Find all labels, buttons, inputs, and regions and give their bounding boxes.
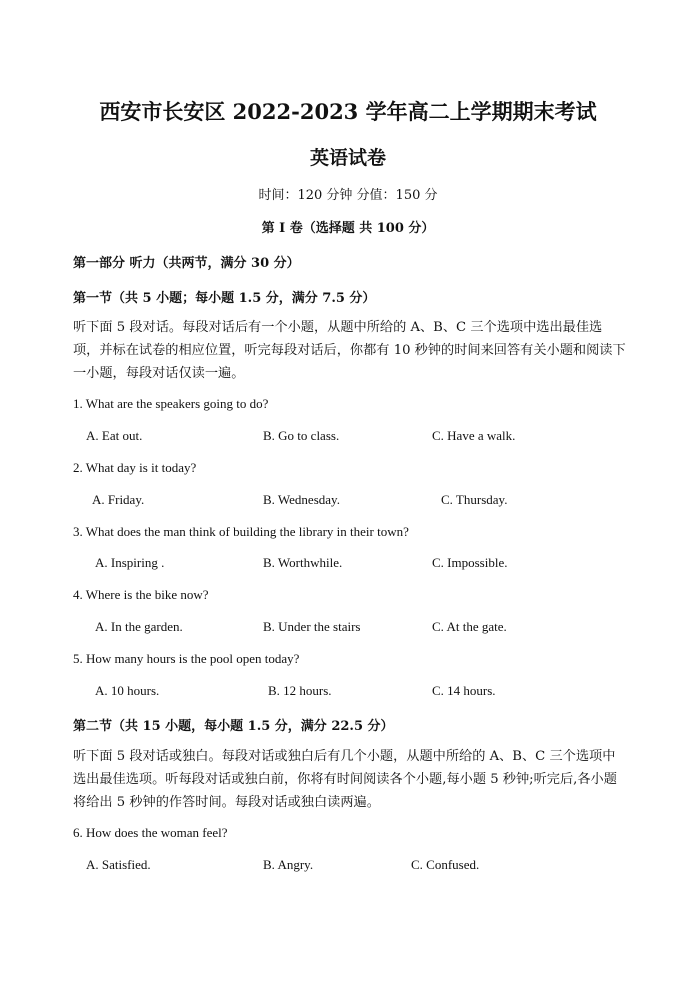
section1-heading: 第一节（共 5 小题；每小题 1.5 分，满分 7.5 分）: [73, 291, 376, 306]
option-a: A. Satisfied.: [86, 857, 151, 872]
part1-heading: 第一部分 听力（共两节，满分 30 分）: [73, 256, 300, 271]
option-c: C. Thursday.: [441, 492, 508, 507]
volume-heading: 第 I 卷（选择题 共 100 分）: [261, 221, 435, 236]
option-c: C. At the gate.: [432, 619, 507, 634]
option-c: C. Confused.: [411, 857, 480, 872]
option-b: B. Go to class.: [263, 428, 340, 443]
option-b: B. Wednesday.: [263, 492, 340, 507]
option-a: A. Eat out.: [86, 428, 143, 443]
section1-instructions: 听下面 5 段对话。每段对话后有一个小题，从题中所给的 A、B、C 三个选项中选出最佳选项，并标在试卷的相应位置，听完每段对话后，你都有 10 秒钟的时间来回答有关小题和阅读下一小题，每段对话仅读一遍。: [73, 320, 626, 381]
option-c: C. Have a walk.: [432, 428, 516, 443]
option-a: A. Friday.: [92, 492, 145, 507]
option-b: B. 12 hours.: [268, 683, 332, 698]
question-stem: 6. How does the woman feel?: [73, 825, 228, 840]
option-a: A. Inspiring .: [95, 555, 165, 570]
question-stem: 3. What does the man think of building the library in their town?: [73, 524, 409, 539]
exam-meta: 时间：120 分钟 分值：150 分: [258, 188, 438, 203]
exam-title: 西安市长安区 2022-2023 学年高二上学期期末考试: [99, 99, 597, 124]
option-a: A. In the garden.: [95, 619, 183, 634]
question-stem: 5. How many hours is the pool open today?: [73, 651, 300, 666]
option-b: B. Under the stairs: [263, 619, 361, 634]
question-stem: 2. What day is it today?: [73, 460, 197, 475]
section2-heading: 第二节（共 15 小题，每小题 1.5 分，满分 22.5 分）: [73, 719, 394, 734]
option-b: B. Angry.: [263, 857, 314, 872]
option-b: B. Worthwhile.: [263, 555, 343, 570]
option-c: C. Impossible.: [432, 555, 508, 570]
question-stem: 4. Where is the bike now?: [73, 587, 209, 602]
question-stem: 1. What are the speakers going to do?: [73, 396, 269, 411]
option-a: A. 10 hours.: [95, 683, 160, 698]
section2-instructions: 听下面 5 段对话或独白。每段对话或独白后有几个小题，从题中所给的 A、B、C 三个选项中选出最佳选项。听每段对话或独白前，你将有时间阅读各个小题,每小题 5 秒钟;听完后,各小题将给出 5 秒钟的作答时间。每段对话或独白读两遍。: [73, 749, 617, 810]
exam-subtitle: 英语试卷: [309, 147, 386, 169]
option-c: C. 14 hours.: [432, 683, 496, 698]
